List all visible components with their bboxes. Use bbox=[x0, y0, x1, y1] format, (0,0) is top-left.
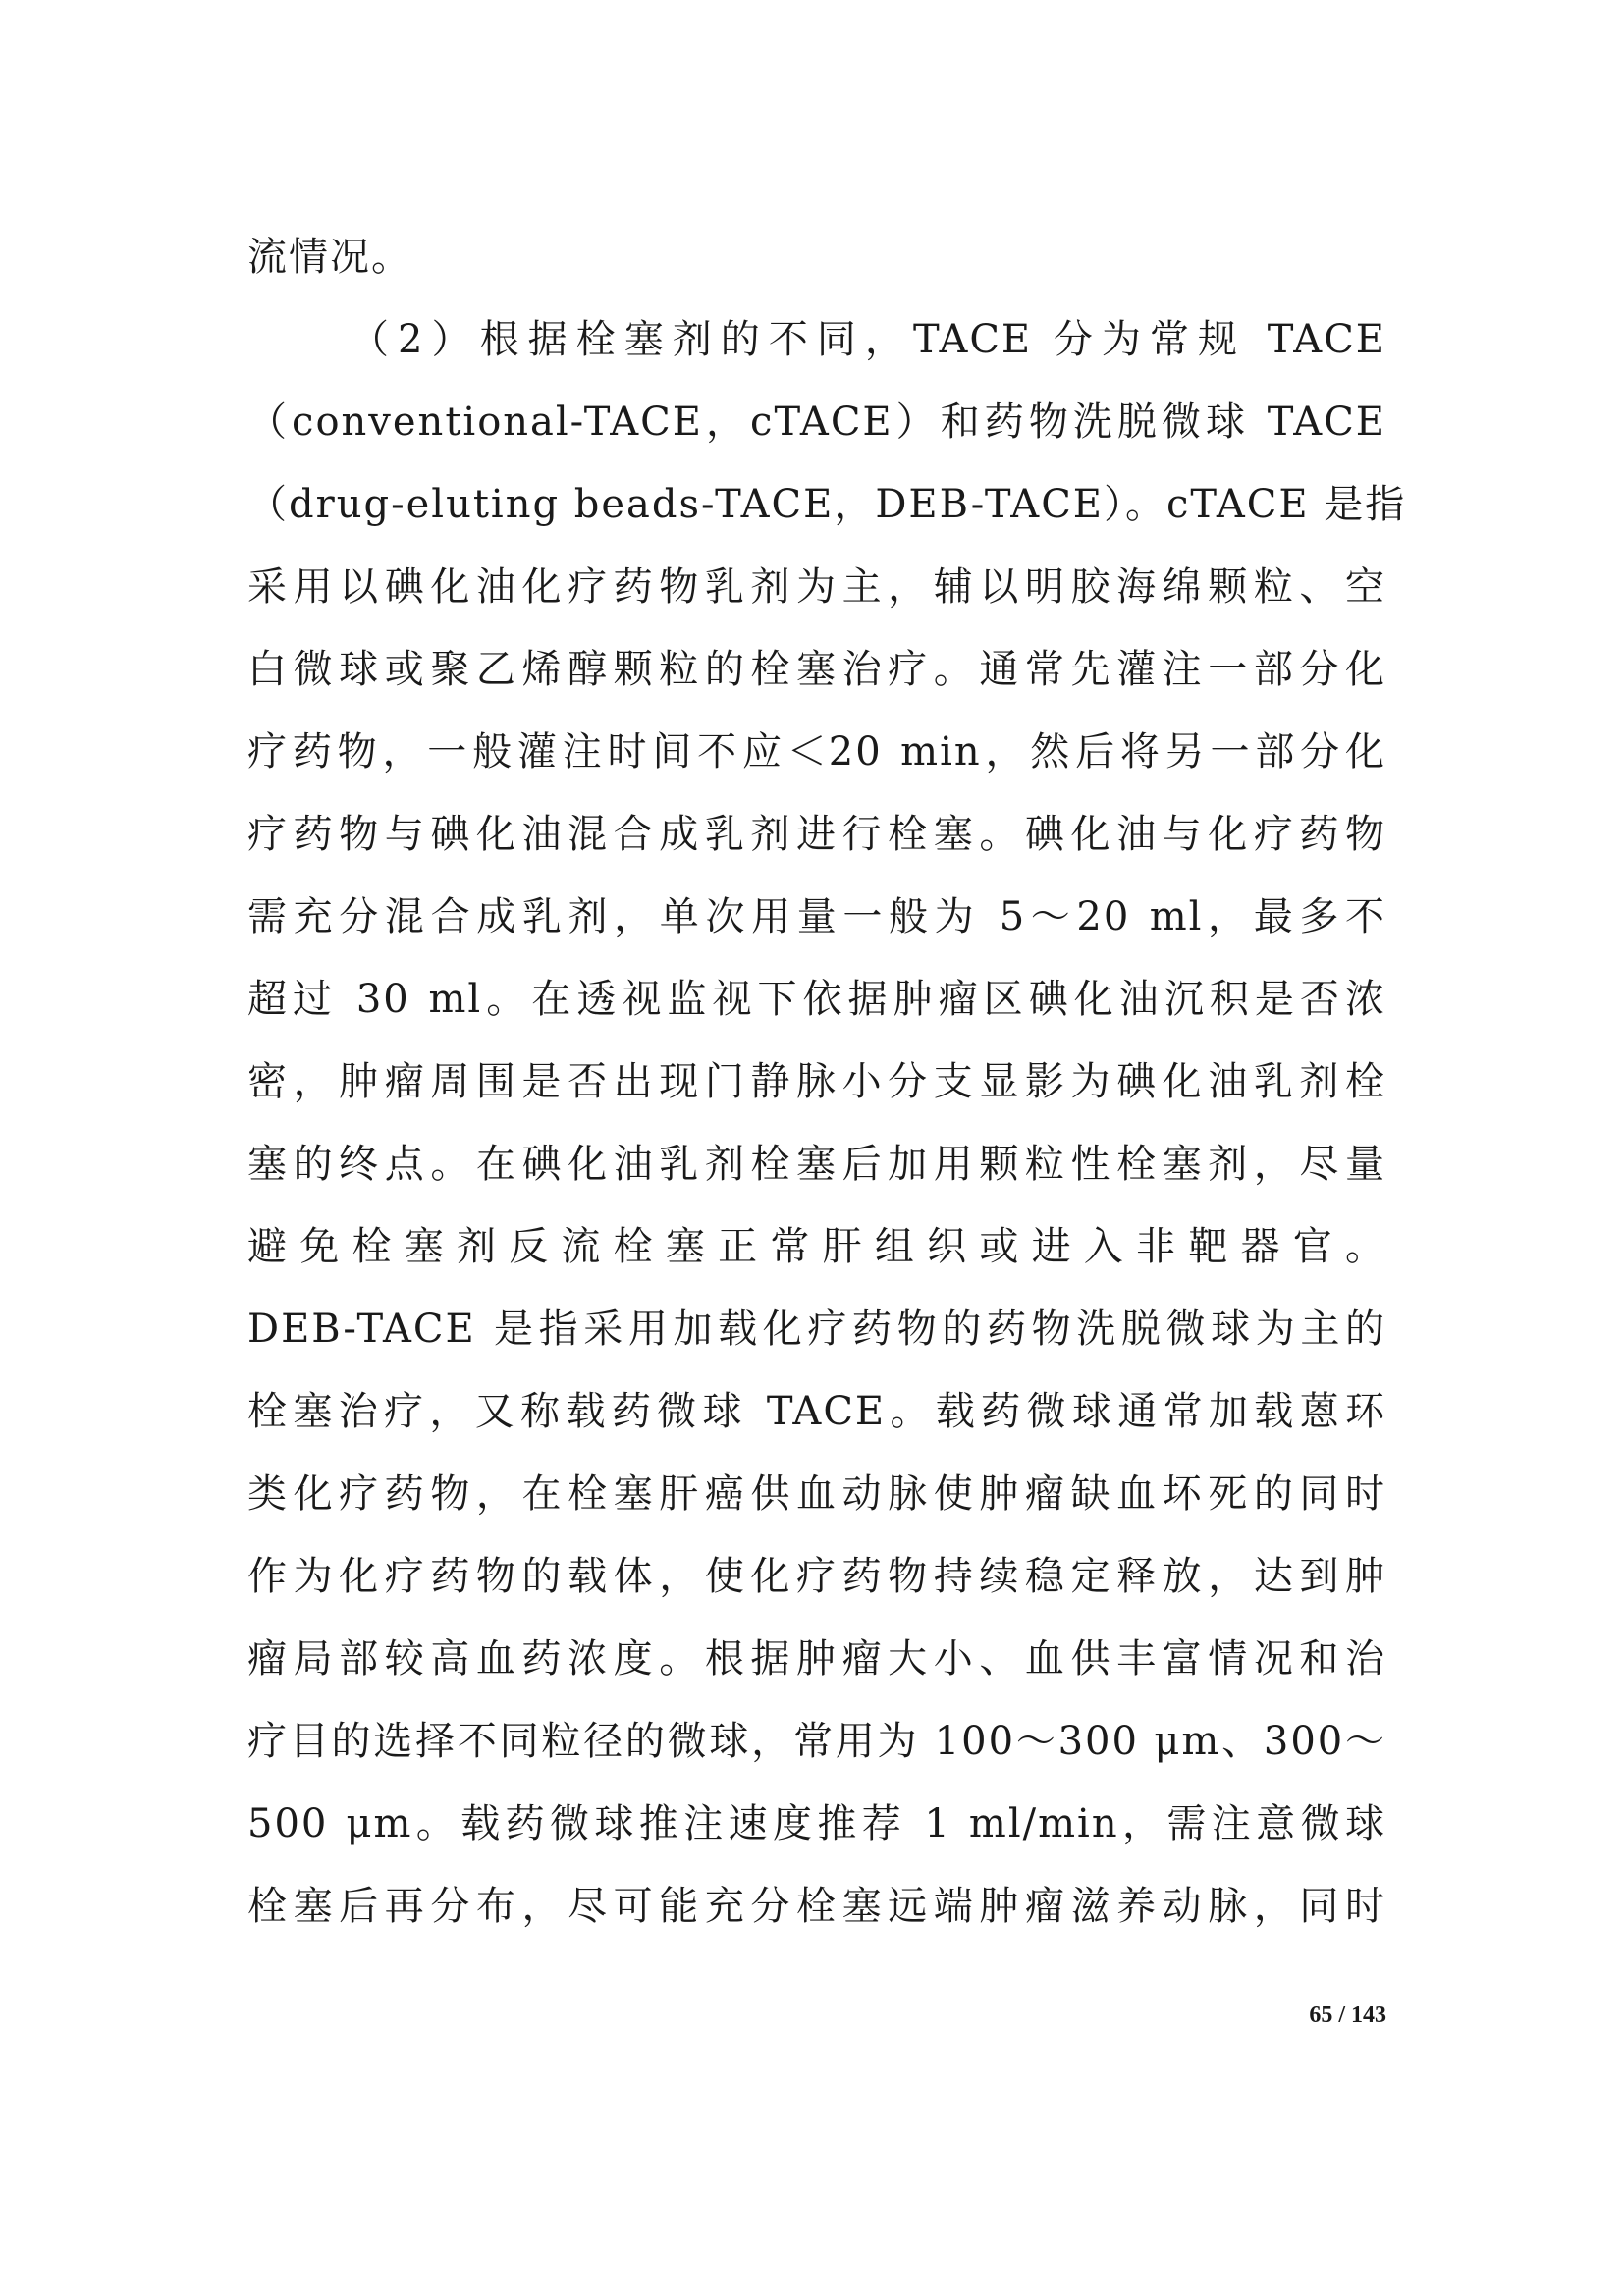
text-line: （conventional-TACE，cTACE）和药物洗脱微球 TACE bbox=[247, 400, 1386, 445]
text-line: 疗药物，一般灌注时间不应＜20 min，然后将另一部分化 bbox=[247, 729, 1386, 774]
text-line: DEB-TACE 是指采用加载化疗药物的药物洗脱微球为主的 bbox=[247, 1307, 1386, 1352]
text-line: 瘤局部较高血药浓度。根据肿瘤大小、血供丰富情况和治 bbox=[247, 1636, 1386, 1682]
text-line: 需充分混合成乳剂，单次用量一般为 5～20 ml，最多不 bbox=[247, 894, 1386, 939]
text-line: 作为化疗药物的载体，使化疗药物持续稳定释放，达到肿 bbox=[247, 1554, 1386, 1599]
text-line: 密，肿瘤周围是否出现门静脉小分支显影为碘化油乳剂栓 bbox=[247, 1059, 1386, 1104]
text-line: 流情况。 bbox=[247, 235, 412, 280]
text-line: 超过 30 ml。在透视监视下依据肿瘤区碘化油沉积是否浓 bbox=[247, 977, 1386, 1022]
text-line: 白微球或聚乙烯醇颗粒的栓塞治疗。通常先灌注一部分化 bbox=[247, 647, 1386, 692]
text-line: 疗药物与碘化油混合成乳剂进行栓塞。碘化油与化疗药物 bbox=[247, 812, 1386, 857]
text-line: （drug-eluting beads-TACE，DEB-TACE）。cTACE 是指 bbox=[247, 482, 1407, 527]
text-line: 栓塞治疗，又称载药微球 TACE。载药微球通常加载蒽环 bbox=[247, 1389, 1386, 1434]
text-line: 类化疗药物，在栓塞肝癌供血动脉使肿瘤缺血坏死的同时 bbox=[247, 1471, 1386, 1517]
text-line: 疗目的选择不同粒径的微球，常用为 100～300 μm、300～ bbox=[247, 1719, 1386, 1764]
text-line: 采用以碘化油化疗药物乳剂为主，辅以明胶海绵颗粒、空 bbox=[247, 564, 1386, 610]
text-line: 500 μm。载药微球推注速度推荐 1 ml/min，需注意微球 bbox=[247, 1801, 1386, 1846]
page-number: 65 / 143 bbox=[1309, 2002, 1386, 2028]
text-line: 栓塞后再分布，尽可能充分栓塞远端肿瘤滋养动脉，同时 bbox=[247, 1884, 1386, 1929]
text-line: 避免栓塞剂反流栓塞正常肝组织或进入非靶器官。 bbox=[247, 1224, 1386, 1269]
body-text bbox=[247, 216, 1407, 1948]
text-line: （2）根据栓塞剂的不同，TACE 分为常规 TACE bbox=[350, 317, 1386, 362]
text-line: 塞的终点。在碘化油乳剂栓塞后加用颗粒性栓塞剂，尽量 bbox=[247, 1142, 1386, 1187]
